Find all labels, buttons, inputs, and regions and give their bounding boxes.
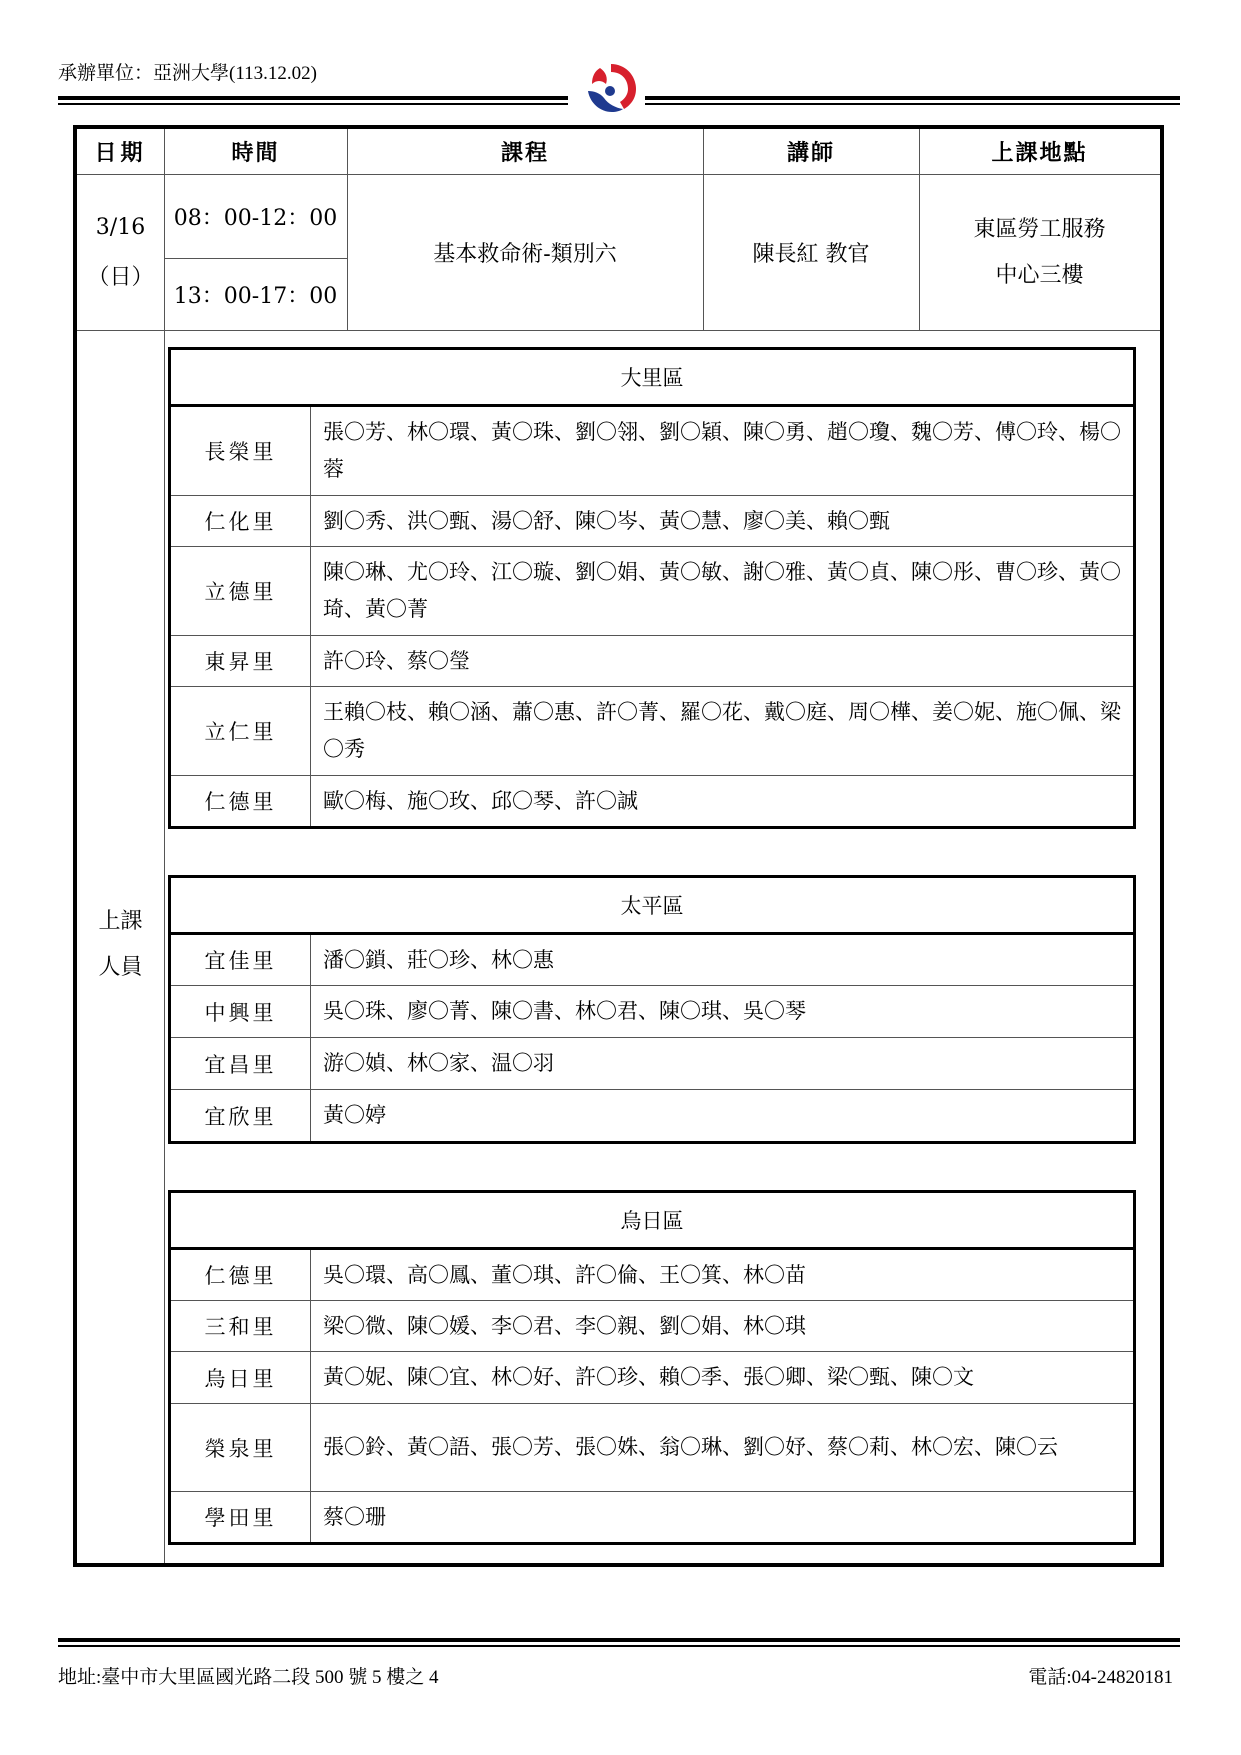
header-rule-left — [58, 96, 568, 100]
village-row — [171, 1404, 1133, 1492]
session-bottom-rule — [77, 330, 1160, 331]
village-row — [171, 636, 1133, 687]
village-row — [171, 935, 1133, 986]
attendees-label — [77, 900, 164, 990]
session-location — [919, 175, 1160, 330]
session-course: 基本救命術-類別六 — [433, 242, 617, 267]
session-date-day: 3/16 — [95, 214, 146, 240]
footer-rule-thin — [58, 1645, 1180, 1647]
village-row — [171, 1250, 1133, 1301]
footer-phone: 電話:04-24820181 — [1028, 1667, 1173, 1688]
attendee-names: 游〇媜、林〇家、温〇羽 — [323, 1051, 554, 1075]
village-name: 學田里 — [171, 1492, 311, 1542]
village-row — [171, 407, 1133, 496]
village-row — [171, 1492, 1133, 1542]
attendee-names: 蔡〇珊 — [323, 1504, 386, 1529]
col-divider-1 — [164, 129, 165, 1563]
village-row — [171, 1352, 1133, 1404]
village-row — [171, 496, 1133, 547]
village-name: 三和里 — [171, 1301, 311, 1351]
village-row — [171, 1090, 1133, 1141]
session-instructor: 陳長紅 教官 — [752, 242, 870, 267]
header-rule-right — [645, 96, 1180, 100]
village-name: 中興里 — [171, 986, 311, 1037]
attendee-names: 劉〇秀、洪〇甄、湯〇舒、陳〇岑、黃〇慧、廖〇美、賴〇甄 — [323, 508, 890, 533]
session-weekday: （日） — [87, 264, 154, 290]
attendee-names: 吳〇珠、廖〇菁、陳〇書、林〇君、陳〇琪、吳〇琴 — [323, 999, 806, 1023]
attendee-names: 王賴〇枝、賴〇涵、蕭〇惠、許〇菁、羅〇花、戴〇庭、周〇樺、姜〇妮、施〇佩、梁〇秀 — [323, 700, 1121, 761]
attendee-names: 潘〇鎖、莊〇珍、林〇惠 — [323, 947, 554, 972]
header-rule-right-thin — [645, 103, 1180, 105]
attendee-names: 張〇芳、林〇環、黃〇珠、劉〇翎、劉〇穎、陳〇勇、趙〇瓊、魏〇芳、傅〇玲、楊〇蓉 — [323, 420, 1121, 481]
attendee-names: 黃〇妮、陳〇宜、林〇好、許〇珍、賴〇季、張〇卿、梁〇甄、陳〇文 — [323, 1365, 974, 1389]
village-name: 烏日里 — [171, 1352, 311, 1403]
village-row — [171, 776, 1133, 826]
attendees-label-line2: 人員 — [98, 955, 143, 980]
organizer-text: 承辦單位：亞洲大學(113.12.02) — [58, 63, 317, 84]
attendees-label-line1: 上課 — [98, 909, 143, 934]
attendee-names: 黃〇婷 — [323, 1103, 386, 1127]
district-title: 大里區 — [171, 350, 1133, 407]
organization-logo — [580, 58, 642, 120]
village-name: 長榮里 — [171, 407, 311, 495]
session-time-pm: 13：00-17：00 — [173, 284, 338, 309]
district-title: 太平區 — [171, 878, 1133, 935]
footer-rule-thick — [58, 1638, 1180, 1642]
village-row — [171, 1301, 1133, 1352]
village-row — [171, 547, 1133, 636]
session-date — [77, 175, 164, 330]
col-header-course: 課程 — [500, 141, 549, 166]
attendee-names: 許〇玲、蔡〇瑩 — [323, 648, 470, 673]
village-row — [171, 986, 1133, 1038]
village-name: 仁德里 — [171, 776, 311, 826]
district-table-wuri — [168, 1190, 1136, 1545]
attendee-names: 陳〇琳、尤〇玲、江〇璇、劉〇娟、黃〇敏、謝〇雅、黃〇貞、陳〇彤、曹〇珍、黃〇琦、黃〇菁 — [323, 560, 1121, 621]
district-title: 烏日區 — [171, 1193, 1133, 1250]
attendee-names: 張〇鈴、黃〇語、張〇芳、張〇姝、翁〇琳、劉〇妤、蔡〇莉、林〇宏、陳〇云 — [323, 1435, 1058, 1459]
col-header-location: 上課地點 — [991, 141, 1088, 166]
footer-address: 地址:臺中市大里區國光路二段 500 號 5 樓之 4 — [58, 1667, 439, 1688]
village-row — [171, 1038, 1133, 1090]
village-row — [171, 687, 1133, 776]
village-name: 宜佳里 — [171, 935, 311, 985]
village-name: 榮泉里 — [171, 1404, 311, 1491]
session-location-line2: 中心三樓 — [995, 262, 1084, 288]
village-name: 東昇里 — [171, 636, 311, 686]
village-name: 立德里 — [171, 547, 311, 635]
village-name: 宜欣里 — [171, 1090, 311, 1141]
session-time-am: 08：00-12：00 — [173, 206, 338, 231]
attendee-names: 吳〇環、高〇鳳、董〇琪、許〇倫、王〇箕、林〇苗 — [323, 1262, 806, 1287]
village-name: 仁德里 — [171, 1250, 311, 1300]
village-name: 宜昌里 — [171, 1038, 311, 1089]
district-table-dali — [168, 347, 1136, 829]
district-table-taiping — [168, 875, 1136, 1144]
header-rule-left-thin — [58, 103, 568, 105]
session-location-line1: 東區勞工服務 — [973, 216, 1106, 242]
attendee-names: 梁〇微、陳〇媛、李〇君、李〇親、劉〇娟、林〇琪 — [323, 1313, 806, 1338]
col-header-instructor: 講師 — [786, 141, 835, 166]
col-header-date: 日期 — [94, 141, 147, 166]
village-name: 立仁里 — [171, 687, 311, 775]
village-name: 仁化里 — [171, 496, 311, 546]
attendee-names: 歐〇梅、施〇玫、邱〇琴、許〇誠 — [323, 788, 638, 813]
col-header-time: 時間 — [231, 141, 280, 166]
